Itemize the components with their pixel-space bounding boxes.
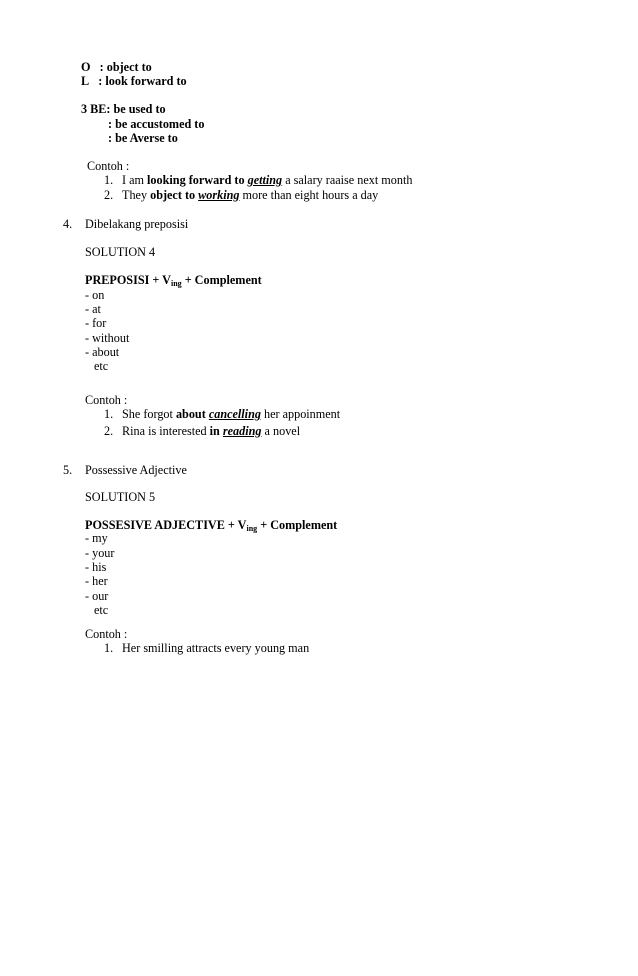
list-number: 2.	[104, 188, 114, 202]
example-bold: object to	[150, 188, 196, 202]
example-key: working	[198, 188, 240, 202]
example-line	[104, 424, 300, 439]
list-etc: etc	[94, 359, 109, 373]
solution-label: SOLUTION 5	[85, 490, 156, 504]
section-title: Dibelakang preposisi	[85, 217, 189, 231]
contoh-label: Contoh :	[85, 627, 128, 641]
contoh-label: Contoh :	[87, 159, 130, 173]
example-text: She forgot	[122, 407, 176, 421]
list-item: - for	[85, 316, 107, 330]
section-number: 4.	[63, 217, 73, 231]
example-text: a salary raaise next month	[282, 173, 413, 187]
list-number: 1.	[104, 641, 114, 655]
section-heading	[63, 463, 187, 478]
formula-text: PREPOSISI + V	[85, 273, 171, 287]
l-text: : look forward to	[98, 74, 187, 88]
l-letter: L	[81, 74, 90, 88]
list-etc: etc	[94, 603, 109, 617]
list-item: - on	[85, 288, 105, 302]
example-text: her appoinment	[260, 407, 341, 421]
section-title: Possessive Adjective	[85, 463, 187, 477]
example-text: Rina is interested	[122, 424, 210, 438]
example-text: more than eight hours a day	[239, 188, 379, 202]
formula-sub: ing	[246, 524, 258, 533]
be-item: : be accustomed to	[108, 117, 205, 131]
formula-text: POSSESIVE ADJECTIVE + V	[85, 518, 247, 532]
section-heading	[63, 217, 188, 232]
solution-label: SOLUTION 4	[85, 245, 156, 259]
be-item: : be Averse to	[108, 131, 178, 145]
formula-text: + Complement	[181, 273, 262, 287]
list-item: - your	[85, 546, 115, 560]
section-number: 5.	[63, 463, 73, 477]
o-line	[81, 60, 152, 75]
example-bold: looking forward to	[147, 173, 245, 187]
formula-sub: ing	[170, 279, 182, 288]
example-key: cancelling	[208, 407, 261, 421]
be-item: : be used to	[106, 102, 166, 116]
o-letter: O	[81, 60, 91, 74]
list-item: - about	[85, 345, 120, 359]
formula	[85, 518, 337, 533]
list-number: 2.	[104, 424, 114, 438]
example-line	[104, 407, 340, 422]
list-item: - without	[85, 331, 130, 345]
list-number: 1.	[104, 407, 114, 421]
be-line	[81, 102, 166, 117]
example-line	[104, 641, 309, 656]
example-bold: about	[175, 407, 206, 421]
example-text: They	[122, 188, 151, 202]
example-line	[104, 173, 412, 188]
be-label: 3 BE	[81, 102, 107, 116]
formula	[85, 273, 262, 288]
l-line	[81, 74, 187, 89]
contoh-label: Contoh :	[85, 393, 128, 407]
example-line	[104, 188, 378, 203]
list-item: - her	[85, 574, 108, 588]
example-key: reading	[222, 424, 262, 438]
example-bold: in	[209, 424, 220, 438]
list-item: - our	[85, 589, 109, 603]
list-item: - at	[85, 302, 101, 316]
example-text: I am	[122, 173, 148, 187]
list-item: - my	[85, 531, 108, 545]
example-text: Her smilling attracts every young man	[122, 641, 310, 655]
list-item: - his	[85, 560, 107, 574]
o-text: : object to	[99, 60, 152, 74]
formula-text: + Complement	[257, 518, 338, 532]
example-text: a novel	[261, 424, 301, 438]
example-key: getting	[247, 173, 283, 187]
list-number: 1.	[104, 173, 114, 187]
